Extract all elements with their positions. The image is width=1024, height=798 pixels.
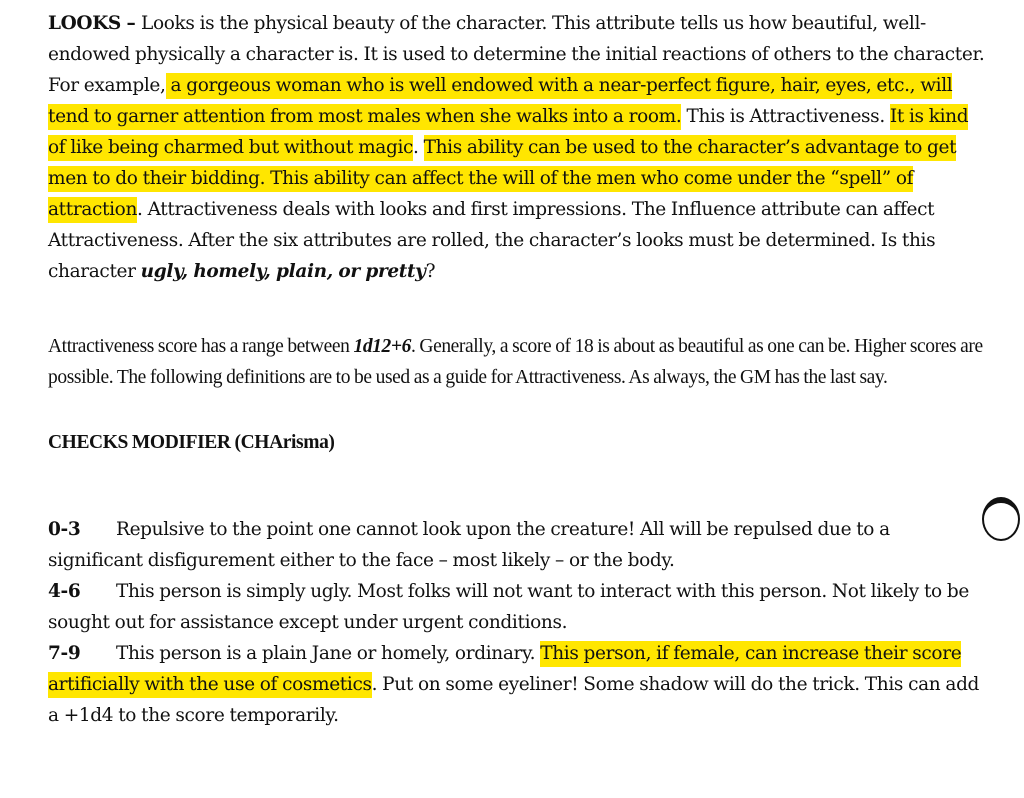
section-heading: CHECKS MODIFIER (CHArisma) [48, 432, 335, 453]
entry-4-6 [48, 576, 988, 638]
entry-range: 7-9 [48, 643, 81, 664]
entry-7-9 [48, 638, 988, 731]
entry-range: 4-6 [48, 581, 81, 602]
highlight-charmed: It is kind of like being charmed but without magic [48, 104, 968, 161]
document-page [48, 8, 988, 731]
spacer [48, 393, 988, 427]
looks-text-2: This is Attractiveness. [681, 106, 890, 127]
entry-0-3 [48, 514, 988, 576]
looks-dash: – [120, 13, 142, 34]
entry-text-after: . Put on some eyeliner! Some shadow will do the trick. This can add a +1d4 to the score temporarily. [48, 674, 980, 726]
looks-text-3: . [413, 137, 424, 158]
highlight-gorgeous-woman: a gorgeous woman who is well endowed with a near-perfect figure, hair, eyes, etc., will tend to garner attention from most males when she walks into a room. [48, 73, 952, 130]
highlight-ability: This ability can be used to the character’s advantage to get men to do their bidding. This ability can affect the will of the men who come under the “spell” of attraction [48, 135, 956, 223]
spacer [48, 458, 988, 514]
score-text-after: . Generally, a score of 18 is about as beautiful as one can be. Higher scores are possible. The following definitions are to be used as a guide for Attractiveness. As always, the GM has the last say. [48, 336, 983, 388]
score-text-before: Attractiveness score has a range between [48, 336, 354, 357]
looks-text-4: . Attractiveness deals with looks and first impressions. The Influence attribute can affect Attractiveness. After the six attributes are rolled, the character’s looks must be determined. Is this character [48, 199, 936, 282]
binder-hole-icon [982, 497, 1020, 541]
score-paragraph [48, 331, 988, 393]
entry-range: 0-3 [48, 519, 81, 540]
looks-question-end: ? [425, 261, 436, 282]
spacer [48, 287, 988, 331]
looks-term: LOOKS [48, 13, 121, 34]
score-dice: 1d12+6 [353, 336, 411, 357]
entry-text: This person is a plain Jane or homely, ordinary. [116, 643, 541, 664]
entry-text: This person is simply ugly. Most folks will not want to interact with this person. Not likely to be sought out for assistance except under urgent conditions. [48, 581, 969, 633]
looks-paragraph [48, 8, 988, 287]
looks-text-1: Looks is the physical beauty of the character. This attribute tells us how beautiful, well-endowed physically a character is. It is used to determine the initial reactions of others to the character. For example, [48, 13, 985, 96]
highlight-cosmetics: This person, if female, can increase their score artificially with the use of cosmetics [48, 641, 961, 698]
entry-text: Repulsive to the point one cannot look upon the creature! All will be repulsed due to a significant disfigurement either to the face – most likely – or the body. [48, 519, 890, 571]
looks-question-terms: ugly, homely, plain, or pretty [140, 261, 426, 282]
